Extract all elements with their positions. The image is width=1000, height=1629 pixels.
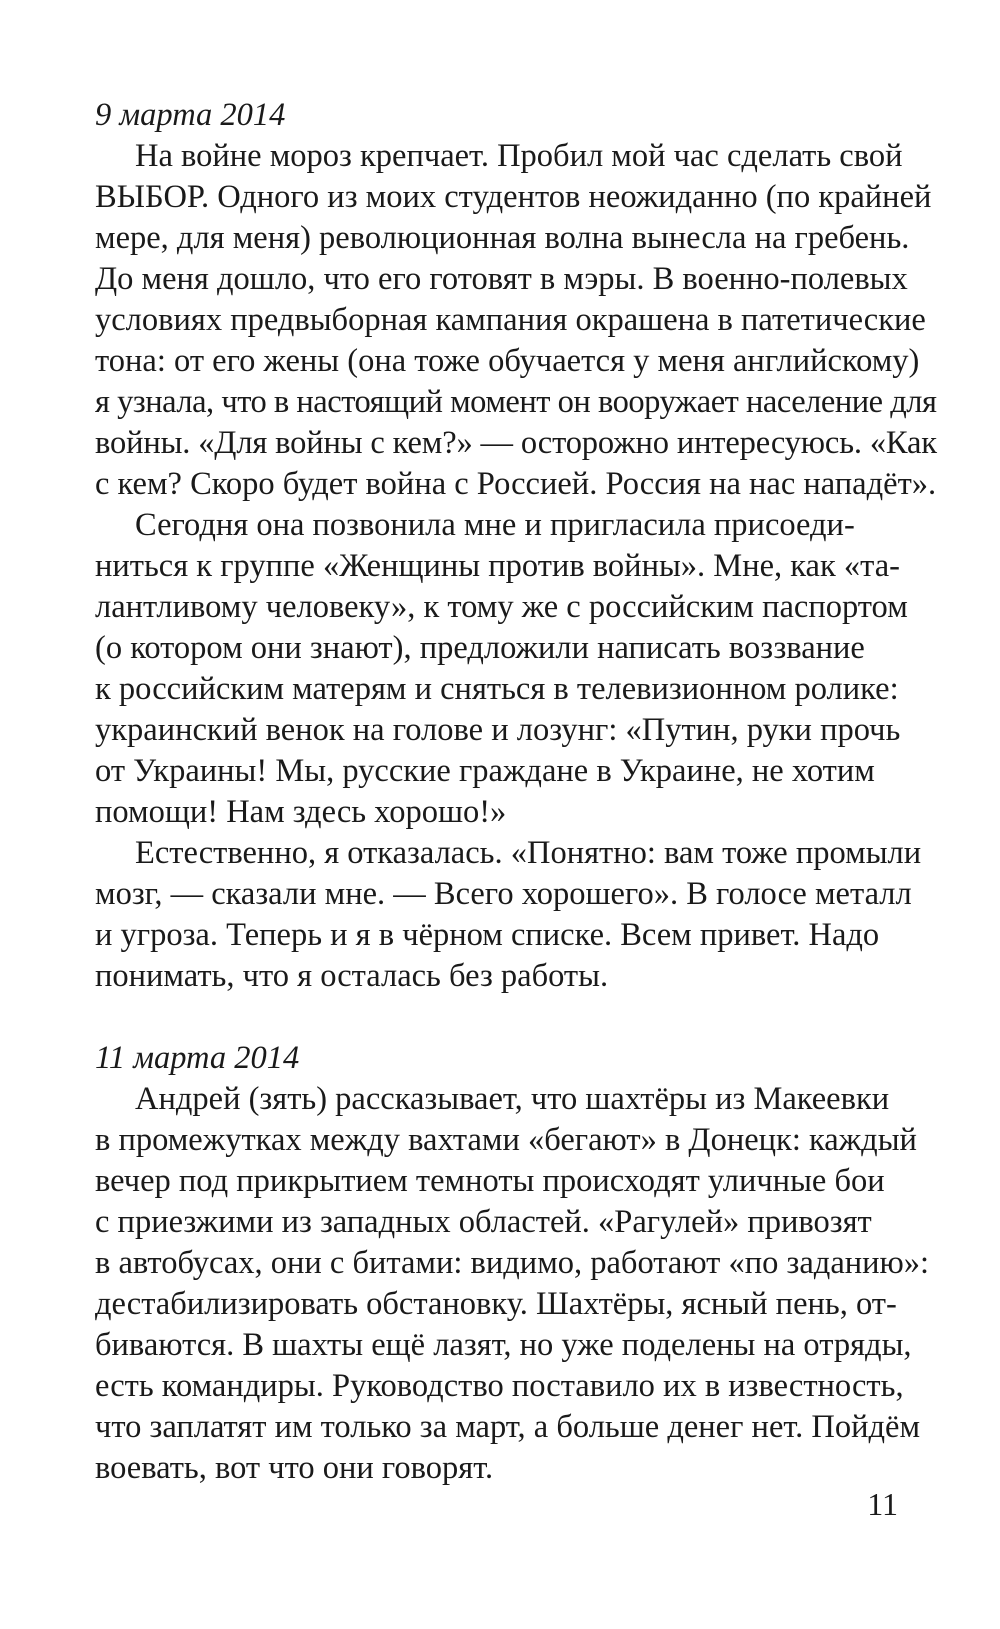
- text-line: биваются. В шахты ещё лазят, но уже поделены на отряды,: [95, 1327, 912, 1363]
- text-line: До меня дошло, что его готовят в мэры. В военно-полевых: [95, 261, 908, 297]
- text-line: (о котором они знают), предложили написать воззвание: [95, 630, 865, 666]
- text-line: в автобусах, они с битами: видимо, работают «по заданию»:: [95, 1245, 930, 1281]
- text-line: тона: от его жены (она тоже обучается у меня английскому): [95, 343, 920, 379]
- text-line: На войне мороз крепчает. Пробил мой час сделать свой: [135, 138, 903, 174]
- text-line: понимать, что я осталась без работы.: [95, 958, 609, 994]
- text-line: мере, для меня) революционная волна вынесла на гребень.: [95, 220, 910, 256]
- text-line: от Украины! Мы, русские граждане в Украине, не хотим: [95, 753, 875, 789]
- entry-date: 9 марта 2014: [95, 97, 286, 133]
- paragraph: [55, 833, 937, 997]
- entry-date: 11 марта 2014: [95, 1040, 300, 1076]
- text-line: вечер под прикрытием темноты происходят уличные бои: [95, 1163, 885, 1199]
- paragraph: [55, 1079, 937, 1489]
- text-line: дестабилизировать обстановку. Шахтёры, ясный пень, от-: [95, 1286, 897, 1322]
- text-line: ВЫБОР. Одного из моих студентов неожиданно (по крайней: [95, 179, 932, 215]
- text-line: мозг, — сказали мне. — Всего хорошего». В голосе металл: [95, 876, 912, 912]
- text-line: Сегодня она позвонила мне и пригласила присоеди-: [135, 507, 855, 543]
- text-line: с кем? Скоро будет война с Россией. Россия на нас нападёт».: [95, 466, 937, 502]
- text-line: лантливому человеку», к тому же с российским паспортом: [95, 589, 908, 625]
- text-line: в промежутках между вахтами «бегают» в Донецк: каждый: [95, 1122, 917, 1158]
- text-line: Андрей (зять) рассказывает, что шахтёры из Макеевки: [135, 1081, 890, 1117]
- text-line: воевать, вот что они говорят.: [95, 1450, 494, 1486]
- text-line: и угроза. Теперь и я в чёрном списке. Всем привет. Надо: [95, 917, 880, 953]
- paragraph: [55, 505, 937, 833]
- page-text: [55, 95, 937, 1489]
- entry-spacer: [55, 997, 937, 1038]
- text-line: к российским матерям и сняться в телевизионном ролике:: [95, 671, 899, 707]
- text-line: я узнала, что в настоящий момент он вооружает население для: [95, 384, 937, 420]
- text-line: войны. «Для войны с кем?» — осторожно интересуюсь. «Как: [95, 425, 937, 461]
- text-line: условиях предвыборная кампания окрашена в патетические: [95, 302, 926, 338]
- text-line: с приезжими из западных областей. «Рагулей» привозят: [95, 1204, 872, 1240]
- text-line: помощи! Нам здесь хорошо!»: [95, 794, 507, 830]
- text-line: украинский венок на голове и лозунг: «Путин, руки прочь: [95, 712, 901, 748]
- text-line: что заплатят им только за март, а больше денег нет. Пойдём: [95, 1409, 921, 1445]
- text-line: ниться к группе «Женщины против войны». Мне, как «та-: [95, 548, 900, 584]
- text-line: Естественно, я отказалась. «Понятно: вам тоже промыли: [135, 835, 922, 871]
- text-line: есть командиры. Руководство поставило их в известность,: [95, 1368, 904, 1404]
- page-number: 11: [867, 1486, 898, 1522]
- paragraph: [55, 136, 937, 505]
